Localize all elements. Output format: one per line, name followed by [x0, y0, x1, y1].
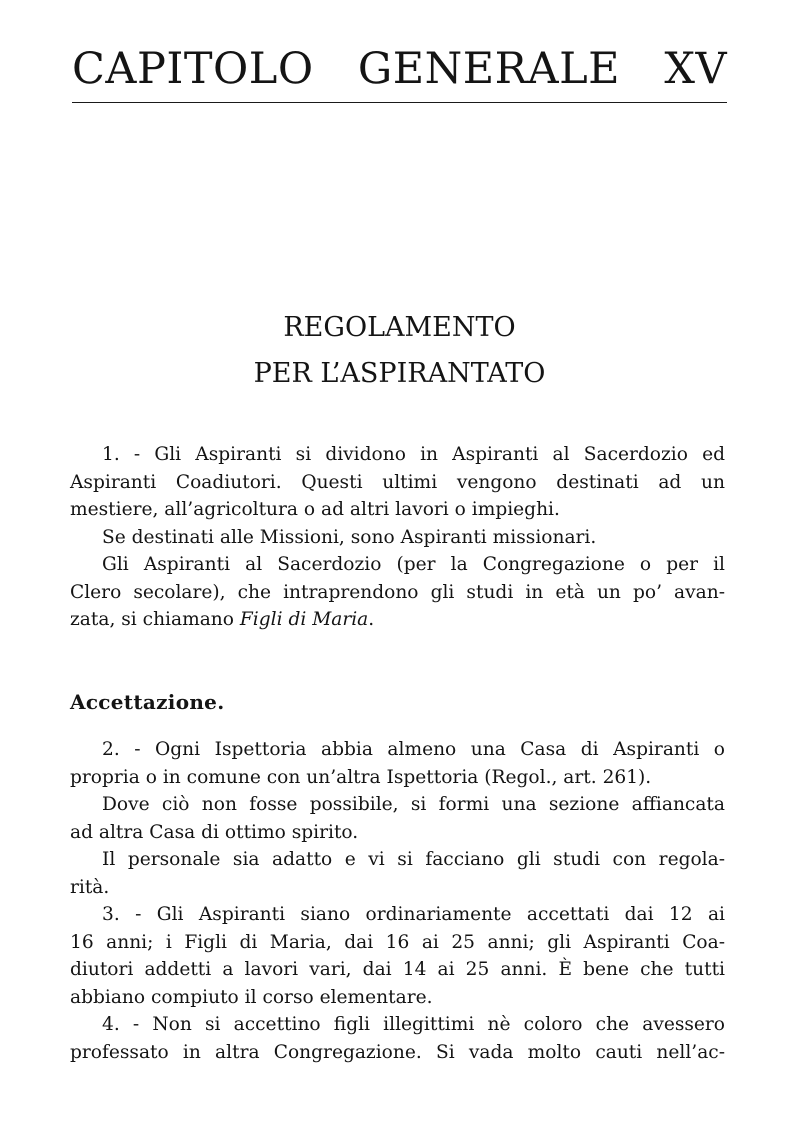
text-line: 3. - Gli Aspiranti siano ordinariamente accettati dai 12 ai [102, 904, 725, 925]
text-line [70, 606, 725, 634]
text-line: 1. - Gli Aspiranti si dividono in Aspiranti al Sacerdozio ed [102, 444, 725, 465]
header-rule [72, 102, 727, 103]
text-line: professato in altra Congregazione. Si vada molto cauti nell’ac- [70, 1041, 725, 1063]
text-line: diutori addetti a lavori vari, dai 14 ai 25 anni. È bene che tutti [70, 959, 725, 980]
header-word-numeral: XV [664, 44, 727, 94]
text-line: propria o in comune con un’altra Ispettoria (Regol., art. 261). [70, 766, 652, 788]
chapter-title-line-1: REGOLAMENTO [283, 312, 516, 343]
section-heading: Accettazione. [70, 690, 225, 714]
text-line: abbiano compiuto il corso elementare. [70, 986, 433, 1008]
chapter-title-line-2: PER L’ASPIRANTATO [253, 358, 546, 389]
text-line: 2. - Ogni Ispettoria abbia almeno una Casa di Aspiranti o [102, 739, 725, 760]
header-word-capitolo: CAPITOLO [72, 44, 314, 94]
header-word-generale: GENERALE [357, 44, 621, 94]
text-line: Aspiranti Coadiutori. Questi ultimi vengono destinati ad un [70, 471, 725, 493]
text-line: mestiere, all’agricoltura o ad altri lavori o impieghi. [70, 499, 560, 520]
text-line: Dove ciò non fosse possibile, si formi una sezione affiancata [102, 794, 725, 815]
article-3 [70, 901, 725, 1011]
paragraph-3 [70, 551, 725, 634]
text-fragment: zata, si chiamano [70, 609, 240, 630]
article-2 [70, 736, 725, 791]
paragraph-1 [70, 441, 725, 524]
paragraph-2 [70, 524, 725, 552]
text-fragment: . [368, 609, 375, 630]
intro-text [70, 441, 725, 634]
running-header [72, 40, 727, 98]
text-line: Gli Aspiranti al Sacerdozio (per la Congregazione o per il [102, 554, 725, 575]
italic-term: Figli di Maria [239, 609, 369, 630]
text-line: 16 anni; i Figli di Maria, dai 16 ai 25 anni; gli Aspiranti Coa- [70, 931, 725, 953]
text-line: Il personale sia adatto e vi si facciano gli studi con regola- [102, 849, 725, 870]
text-line: 4. - Non si accettino figli illegittimi nè coloro che avessero [102, 1014, 725, 1035]
article-2-paragraph-c [70, 846, 725, 901]
text-line: Clero secolare), che intraprendono gli studi in età un po’ avan- [70, 581, 725, 603]
article-4 [70, 1011, 725, 1066]
text-line: ad altra Casa di ottimo spirito. [70, 821, 359, 843]
section-text [70, 736, 725, 1066]
text-line: rità. [70, 876, 110, 898]
text-line: Se destinati alle Missioni, sono Aspiranti missionari. [102, 526, 597, 548]
article-2-paragraph-b [70, 791, 725, 846]
